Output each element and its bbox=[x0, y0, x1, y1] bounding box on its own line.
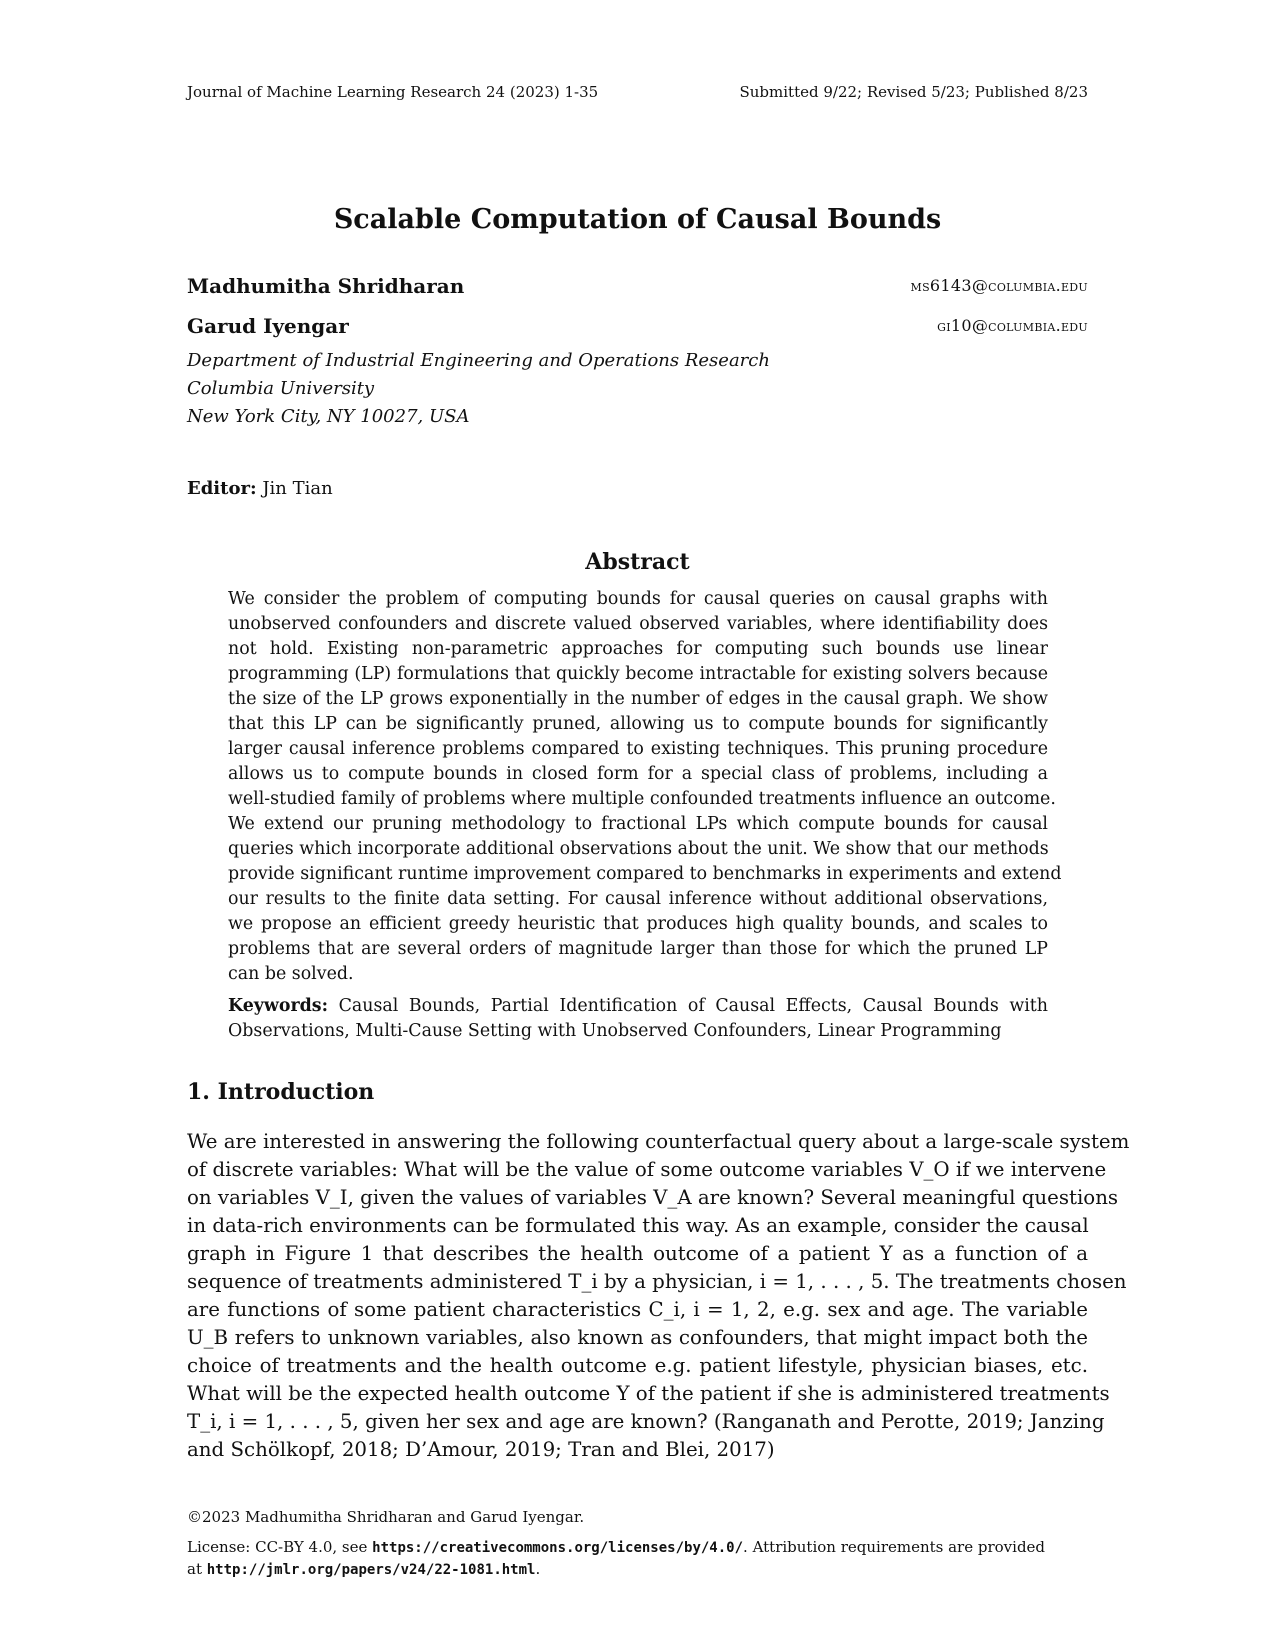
introduction-line: of discrete variables: What will be the value of some outcome variables V_O if we intervene bbox=[187, 1158, 1107, 1181]
abstract-heading: Abstract bbox=[585, 549, 690, 575]
editor-label: Editor: bbox=[187, 478, 257, 499]
abstract-line: problems that are several orders of magnitude larger than those for which the pruned LP bbox=[228, 939, 1048, 959]
introduction-line: choice of treatments and the health outcome e.g. patient lifestyle, physician biases, etc. bbox=[187, 1354, 1088, 1377]
introduction-line: U_B refers to unknown variables, also known as confounders, that might impact both the bbox=[187, 1326, 1088, 1349]
author-email-1[interactable]: ms6143@columbia.edu bbox=[910, 276, 1088, 295]
introduction-line: What will be the expected health outcome Y of the patient if she is administered treatments bbox=[187, 1382, 1110, 1405]
license-url-link[interactable]: https://creativecommons.org/licenses/by/4.0/ bbox=[372, 1540, 744, 1556]
journal-header: Journal of Machine Learning Research 24 (2023) 1-35 bbox=[187, 83, 599, 101]
abstract-line: well-studied family of problems where multiple confounded treatments influence an outcome. bbox=[228, 789, 1056, 809]
abstract-line: unobserved confounders and discrete valued observed variables, where identifiability does bbox=[228, 614, 1048, 634]
license-notice bbox=[187, 1537, 1088, 1581]
license-at: at bbox=[187, 1560, 207, 1578]
copyright-notice: ©2023 Madhumitha Shridharan and Garud Iyengar. bbox=[187, 1508, 585, 1526]
license-prefix: License: CC-BY 4.0, see bbox=[187, 1538, 373, 1556]
introduction-line: We are interested in answering the following counterfactual query about a large-scale system bbox=[187, 1130, 1130, 1153]
keywords-line-2: Observations, Multi-Cause Setting with Unobserved Confounders, Linear Programming bbox=[228, 1021, 1002, 1041]
affiliation-department: Department of Industrial Engineering and Operations Research bbox=[187, 350, 770, 371]
license-end: . bbox=[535, 1560, 541, 1578]
keywords-line-1: Causal Bounds, Partial Identification of Causal Effects, Causal Bounds with bbox=[338, 996, 1048, 1016]
abstract-line: We consider the problem of computing bounds for causal queries on causal graphs with bbox=[228, 589, 1048, 609]
author-name-1: Madhumitha Shridharan bbox=[187, 274, 465, 298]
abstract-line: we propose an efficient greedy heuristic that produces high quality bounds, and scales to bbox=[228, 914, 1048, 934]
license-mid: . Attribution requirements are provided bbox=[743, 1538, 1046, 1556]
keywords-block bbox=[228, 994, 1048, 1044]
abstract-line: programming (LP) formulations that quickly become intractable for existing solvers because bbox=[228, 664, 1048, 684]
introduction-line: in data-rich environments can be formulated this way. As an example, consider the causal bbox=[187, 1214, 1089, 1237]
abstract-line: can be solved. bbox=[228, 964, 354, 984]
introduction-line: T_i, i = 1, . . . , 5, given her sex and age are known? (Ranganath and Perotte, 2019; Janzing bbox=[187, 1410, 1105, 1433]
abstract-line: the size of the LP grows exponentially in the number of edges in the causal graph. We show bbox=[228, 689, 1048, 709]
abstract-line: our results to the finite data setting. For causal inference without additional observations, bbox=[228, 889, 1048, 909]
editor-line bbox=[187, 478, 333, 499]
abstract-line: that this LP can be significantly pruned, allowing us to compute bounds for significantly bbox=[228, 714, 1048, 734]
introduction-line: graph in Figure 1 that describes the health outcome of a patient Y as a function of a bbox=[187, 1242, 1088, 1265]
abstract-line: allows us to compute bounds in closed form for a special class of problems, including a bbox=[228, 764, 1048, 784]
section-heading-introduction: 1. Introduction bbox=[187, 1079, 375, 1105]
keywords-label: Keywords: bbox=[228, 996, 329, 1016]
abstract-line: queries which incorporate additional observations about the unit. We show that our methods bbox=[228, 839, 1049, 859]
abstract-body bbox=[228, 587, 1062, 987]
introduction-line: sequence of treatments administered T_i by a physician, i = 1, . . . , 5. The treatments chosen bbox=[187, 1270, 1127, 1293]
abstract-line: provide significant runtime improvement compared to benchmarks in experiments and extend bbox=[228, 864, 1062, 884]
abstract-line: We extend our pruning methodology to fractional LPs which compute bounds for causal bbox=[228, 814, 1048, 834]
author-email-2[interactable]: gi10@columbia.edu bbox=[937, 316, 1088, 335]
paper-url-link[interactable]: http://jmlr.org/papers/v24/22-1081.html bbox=[206, 1562, 536, 1578]
introduction-body bbox=[187, 1128, 1130, 1464]
submission-dates: Submitted 9/22; Revised 5/23; Published 8/23 bbox=[739, 83, 1088, 101]
affiliation-university: Columbia University bbox=[187, 378, 375, 399]
affiliation-city: New York City, NY 10027, USA bbox=[187, 406, 470, 427]
editor-name: Jin Tian bbox=[262, 478, 333, 499]
introduction-line: are functions of some patient characteristics C_i, i = 1, 2, e.g. sex and age. The variable bbox=[187, 1298, 1088, 1321]
introduction-line: on variables V_I, given the values of variables V_A are known? Several meaningful questions bbox=[187, 1186, 1119, 1209]
abstract-line: not hold. Existing non-parametric approaches for computing such bounds use linear bbox=[228, 639, 1048, 659]
abstract-line: larger causal inference problems compared to existing techniques. This pruning procedure bbox=[228, 739, 1048, 759]
affiliation-block bbox=[187, 347, 770, 431]
introduction-line: and Schölkopf, 2018; D’Amour, 2019; Tran and Blei, 2017) bbox=[187, 1438, 775, 1461]
paper-title: Scalable Computation of Causal Bounds bbox=[333, 204, 942, 235]
author-name-2: Garud Iyengar bbox=[187, 314, 349, 338]
